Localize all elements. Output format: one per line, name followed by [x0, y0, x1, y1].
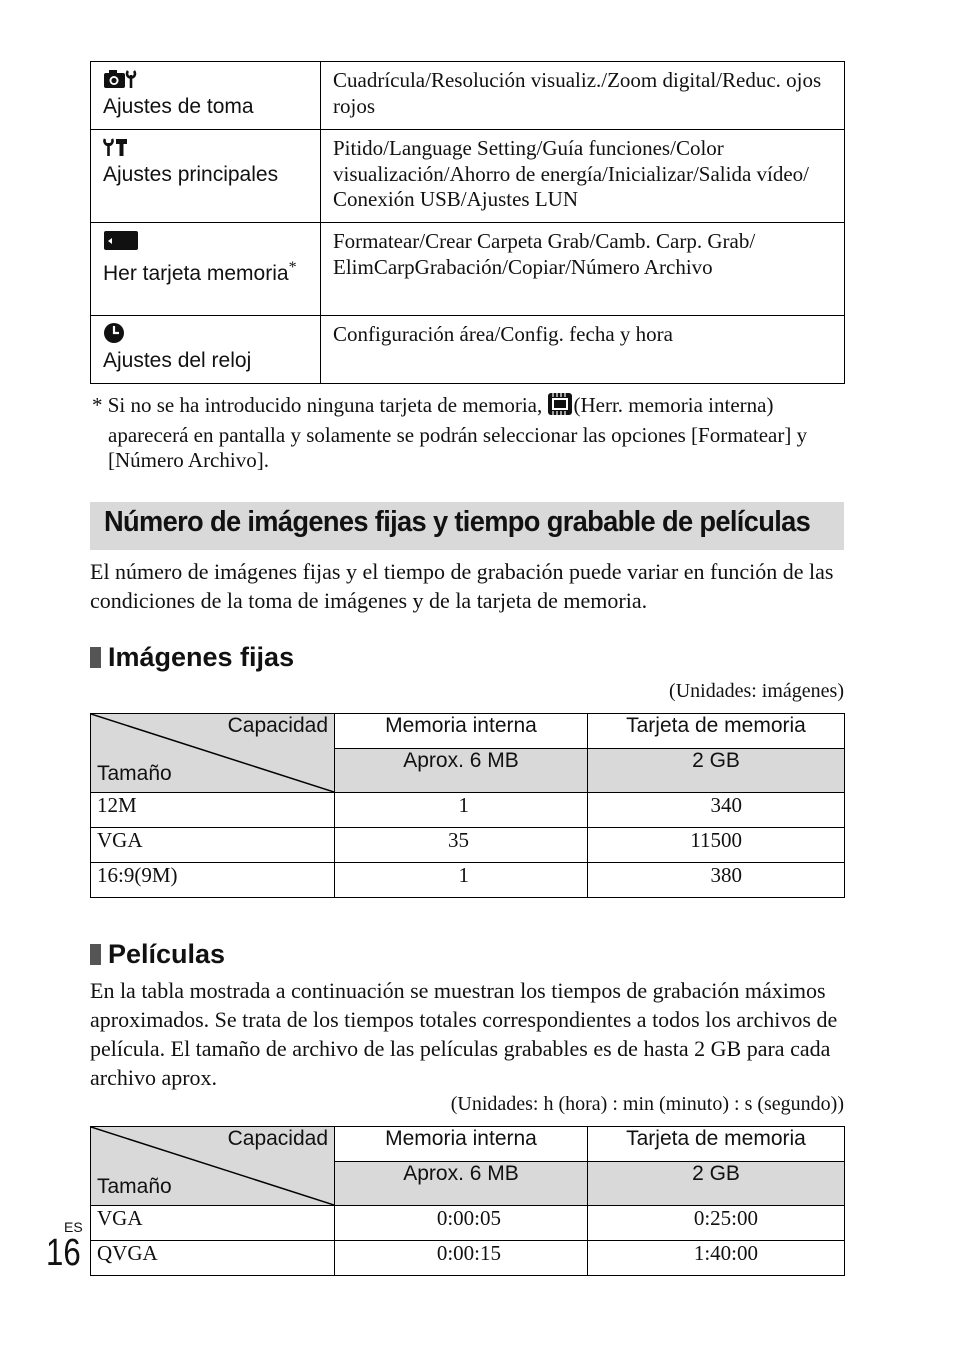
column-subheader: 2 GB: [588, 1162, 845, 1206]
column-header: Memoria interna: [335, 714, 588, 749]
section-title: Número de imágenes fijas y tiempo grabable de películas: [104, 506, 811, 538]
settings-label: Ajustes principales: [103, 163, 279, 186]
row-card: 380: [588, 863, 845, 898]
table-row: [91, 1206, 845, 1241]
row-internal: 0:00:15: [335, 1241, 588, 1276]
row-size: VGA: [91, 828, 335, 863]
row-card: 1:40:00: [588, 1241, 845, 1276]
table-row: [91, 1241, 845, 1276]
corner-top-label: Capacidad: [227, 1127, 328, 1150]
settings-label: Her tarjeta memoria: [103, 262, 289, 285]
settings-options: Formatear/Crear Carpeta Grab/Camb. Carp. Grab/ ElimCarpGrabación/Copiar/Número Archivo: [321, 223, 845, 316]
camera-settings-icon: [103, 68, 308, 94]
tools-icon: [103, 136, 308, 162]
row-card: 0:25:00: [588, 1206, 845, 1241]
section-intro: El número de imágenes fijas y el tiempo de grabación puede variar en función de las condiciones de la toma de imágenes y de la tarjeta de memoria.: [90, 559, 834, 613]
footnote-part3: aparecerá en pantalla y solamente se podrán seleccionar las opciones [Formatear] y [Número Archivo].: [108, 422, 808, 472]
table-header-row: [91, 714, 845, 749]
settings-category: [91, 223, 321, 316]
row-internal: 1: [335, 863, 588, 898]
settings-options: Cuadrícula/Resolución visualiz./Zoom digital/Reduc. ojos rojos: [321, 62, 845, 130]
page-language: ES: [64, 1219, 83, 1235]
settings-options: Pitido/Language Setting/Guía funciones/Color visualización/Ahorro de energía/Inicializar/Salida vídeo/ Conexión USB/Ajustes LUN: [321, 130, 845, 223]
row-size: 16:9(9M): [91, 863, 335, 898]
table-corner-cell: [91, 714, 335, 793]
settings-row: [91, 130, 845, 223]
still-images-units: (Unidades: imágenes): [669, 680, 844, 702]
movies-units: (Unidades: h (hora) : min (minuto) : s (segundo)): [450, 1093, 844, 1115]
row-card: 11500: [588, 828, 845, 863]
column-header: Tarjeta de memoria: [588, 714, 845, 749]
table-row: [91, 793, 845, 828]
column-subheader: Aprox. 6 MB: [335, 749, 588, 793]
heading-bar-icon: [90, 944, 101, 965]
footnote-part1: * Si no se ha introducido ninguna tarjeta de memoria,: [92, 393, 543, 417]
column-subheader: 2 GB: [588, 749, 845, 793]
row-size: VGA: [91, 1206, 335, 1241]
movies-heading-text: Películas: [108, 939, 226, 969]
internal-memory-icon: [547, 392, 573, 423]
footnote-part2: (Herr. memoria interna): [573, 393, 774, 417]
memory-card-icon: [103, 229, 308, 255]
still-images-table: [90, 713, 845, 898]
corner-bottom-label: Tamaño: [97, 1175, 172, 1198]
settings-options: Configuración área/Config. fecha y hora: [321, 316, 845, 384]
still-images-heading-text: Imágenes fijas: [108, 642, 295, 672]
table-row: [91, 863, 845, 898]
settings-category: [91, 130, 321, 223]
settings-category: [91, 316, 321, 384]
still-images-heading: [90, 642, 294, 673]
footnote-marker: *: [288, 259, 297, 276]
row-internal: 1: [335, 793, 588, 828]
movies-heading: [90, 939, 225, 970]
row-size: QVGA: [91, 1241, 335, 1276]
column-header: Memoria interna: [335, 1127, 588, 1162]
row-internal: 35: [335, 828, 588, 863]
table-row: [91, 828, 845, 863]
page-number: 16: [46, 1232, 81, 1274]
settings-row: [91, 316, 845, 384]
movies-text: En la tabla mostrada a continuación se muestran los tiempos de grabación máximos aproximados. Se trata de los tiempos totales correspondientes a todos los archivos de película. El tamaño de archivo de las películas grabables es de hasta 2 GB para cada archivo aprox.: [90, 978, 838, 1090]
row-card: 340: [588, 793, 845, 828]
column-subheader: Aprox. 6 MB: [335, 1162, 588, 1206]
row-size: 12M: [91, 793, 335, 828]
corner-top-label: Capacidad: [227, 714, 328, 737]
clock-icon: [103, 322, 308, 348]
settings-label: Ajustes del reloj: [103, 349, 252, 372]
corner-bottom-label: Tamaño: [97, 762, 172, 785]
movies-table: [90, 1126, 845, 1276]
settings-table: [90, 61, 845, 384]
table-corner-cell: [91, 1127, 335, 1206]
heading-bar-icon: [90, 647, 101, 668]
column-header: Tarjeta de memoria: [588, 1127, 845, 1162]
row-internal: 0:00:05: [335, 1206, 588, 1241]
settings-label: Ajustes de toma: [103, 95, 254, 118]
settings-row: [91, 62, 845, 130]
settings-category: [91, 62, 321, 130]
table-header-row: [91, 1127, 845, 1162]
settings-row: [91, 223, 845, 316]
footnote: [92, 392, 844, 474]
